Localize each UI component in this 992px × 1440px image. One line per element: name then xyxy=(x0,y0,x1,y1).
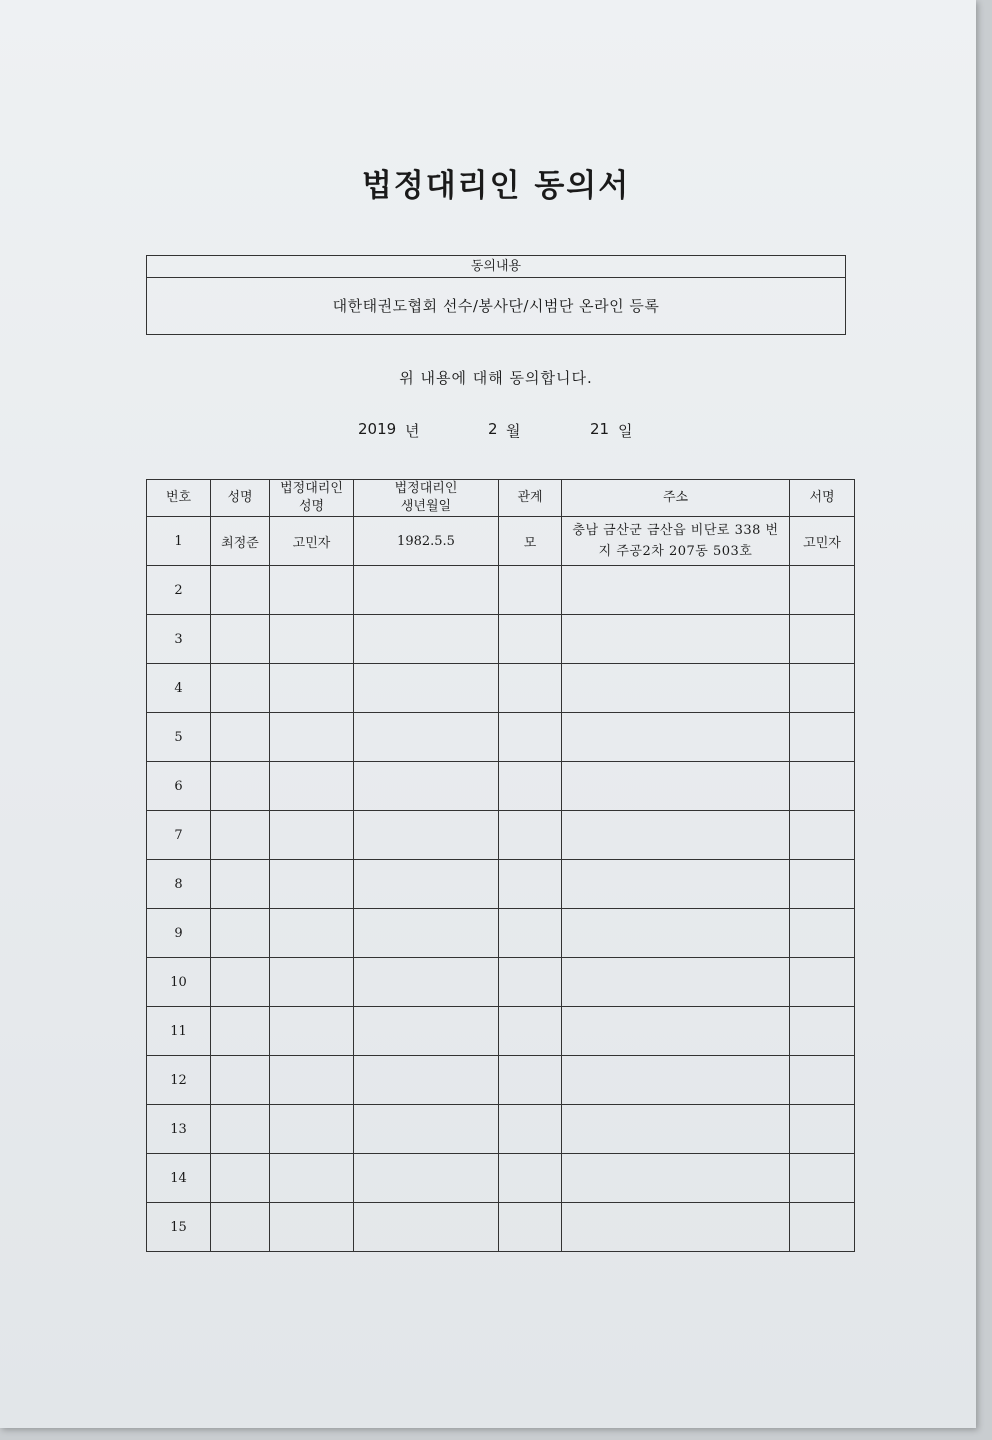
cell-signature xyxy=(790,909,855,958)
table-row xyxy=(147,566,855,615)
cell-relation xyxy=(499,1203,562,1252)
cell-number: 2 xyxy=(147,566,211,615)
agreement-statement: 위 내용에 대해 동의합니다. xyxy=(399,369,593,387)
cell-signature xyxy=(790,1056,855,1105)
cell-name xyxy=(211,762,270,811)
cell-name xyxy=(211,909,270,958)
cell-number: 3 xyxy=(147,615,211,664)
cell-name xyxy=(211,1056,270,1105)
cell-guardian-birth xyxy=(354,1056,499,1105)
date-year: 2019 xyxy=(358,420,397,438)
cell-name xyxy=(211,1203,270,1252)
cell-relation xyxy=(499,860,562,909)
cell-name xyxy=(211,713,270,762)
cell-address xyxy=(562,566,790,615)
cell-name xyxy=(211,1007,270,1056)
cell-guardian-birth xyxy=(354,1105,499,1154)
guardian-registration-table xyxy=(146,479,855,1252)
cell-address: 충남 금산군 금산읍 비단로 338 번지 주공2차 207동 503호 xyxy=(562,517,790,566)
header-guardian-birth-line2: 생년월일 xyxy=(400,499,452,514)
cell-address xyxy=(562,1105,790,1154)
cell-name xyxy=(211,811,270,860)
cell-address xyxy=(562,1154,790,1203)
header-number: 번호 xyxy=(147,480,211,517)
cell-guardian-birth xyxy=(354,1203,499,1252)
cell-guardian-birth xyxy=(354,762,499,811)
table-header-row xyxy=(147,480,855,517)
table-row xyxy=(147,762,855,811)
cell-name xyxy=(211,1154,270,1203)
cell-number: 13 xyxy=(147,1105,211,1154)
cell-number: 8 xyxy=(147,860,211,909)
cell-address xyxy=(562,664,790,713)
cell-number: 5 xyxy=(147,713,211,762)
cell-guardian-name xyxy=(270,713,354,762)
document-title: 법정대리인 동의서 xyxy=(361,168,631,204)
header-guardian-name xyxy=(270,480,354,517)
cell-address xyxy=(562,811,790,860)
cell-signature xyxy=(790,1105,855,1154)
date-day-unit: 일 xyxy=(618,422,633,440)
cell-guardian-name xyxy=(270,1056,354,1105)
cell-relation xyxy=(499,1007,562,1056)
cell-guardian-birth xyxy=(354,664,499,713)
cell-relation xyxy=(499,811,562,860)
table-row xyxy=(147,1105,855,1154)
date-month: 2 xyxy=(488,420,498,438)
cell-guardian-birth xyxy=(354,909,499,958)
header-relation: 관계 xyxy=(499,480,562,517)
cell-guardian-birth xyxy=(354,1154,499,1203)
cell-number: 6 xyxy=(147,762,211,811)
table-row xyxy=(147,860,855,909)
cell-address xyxy=(562,860,790,909)
cell-signature xyxy=(790,615,855,664)
cell-signature xyxy=(790,860,855,909)
cell-signature xyxy=(790,566,855,615)
cell-relation xyxy=(499,958,562,1007)
table-row xyxy=(147,713,855,762)
cell-guardian-name xyxy=(270,664,354,713)
cell-guardian-name xyxy=(270,615,354,664)
cell-address xyxy=(562,958,790,1007)
cell-guardian-birth: 1982.5.5 xyxy=(354,517,499,566)
cell-address xyxy=(562,1203,790,1252)
cell-relation xyxy=(499,615,562,664)
consent-content-header: 동의내용 xyxy=(147,256,845,278)
table-row xyxy=(147,664,855,713)
consent-content-text: 대한태권도협회 선수/봉사단/시범단 온라인 등록 xyxy=(332,297,660,315)
cell-signature xyxy=(790,958,855,1007)
cell-address xyxy=(562,615,790,664)
cell-address xyxy=(562,1056,790,1105)
header-guardian-name-line1: 법정대리인 xyxy=(280,481,343,496)
cell-number: 9 xyxy=(147,909,211,958)
table-row xyxy=(147,958,855,1007)
cell-number: 14 xyxy=(147,1154,211,1203)
cell-signature xyxy=(790,811,855,860)
header-guardian-name-line2: 성명 xyxy=(298,499,325,514)
cell-name xyxy=(211,566,270,615)
cell-guardian-birth xyxy=(354,811,499,860)
table-row xyxy=(147,811,855,860)
header-address: 주소 xyxy=(562,480,790,517)
cell-guardian-name xyxy=(270,1203,354,1252)
cell-name xyxy=(211,860,270,909)
table-row xyxy=(147,1056,855,1105)
consent-content-box xyxy=(146,255,846,335)
cell-relation xyxy=(499,1105,562,1154)
cell-name xyxy=(211,664,270,713)
cell-guardian-birth xyxy=(354,615,499,664)
cell-number: 12 xyxy=(147,1056,211,1105)
cell-name xyxy=(211,958,270,1007)
cell-guardian-birth xyxy=(354,713,499,762)
cell-relation xyxy=(499,713,562,762)
cell-guardian-name xyxy=(270,1154,354,1203)
cell-guardian-birth xyxy=(354,566,499,615)
date-day: 21 xyxy=(590,420,610,438)
cell-signature: 고민자 xyxy=(790,517,855,566)
date-month-unit: 월 xyxy=(506,422,521,440)
cell-address xyxy=(562,1007,790,1056)
cell-number: 7 xyxy=(147,811,211,860)
cell-signature xyxy=(790,713,855,762)
header-guardian-birth-line1: 법정대리인 xyxy=(394,481,458,496)
cell-guardian-birth xyxy=(354,860,499,909)
cell-relation xyxy=(499,1056,562,1105)
cell-guardian-name xyxy=(270,811,354,860)
cell-guardian-birth xyxy=(354,1007,499,1056)
cell-guardian-birth xyxy=(354,958,499,1007)
cell-relation xyxy=(499,566,562,615)
cell-name: 최정준 xyxy=(211,517,270,566)
date-year-unit: 년 xyxy=(405,422,420,440)
cell-signature xyxy=(790,664,855,713)
cell-guardian-name xyxy=(270,1007,354,1056)
header-signature: 서명 xyxy=(790,480,855,517)
cell-guardian-name: 고민자 xyxy=(270,517,354,566)
cell-relation xyxy=(499,1154,562,1203)
cell-number: 15 xyxy=(147,1203,211,1252)
cell-guardian-name xyxy=(270,566,354,615)
cell-guardian-name xyxy=(270,860,354,909)
table-row xyxy=(147,1203,855,1252)
cell-number: 4 xyxy=(147,664,211,713)
cell-relation: 모 xyxy=(499,517,562,566)
cell-signature xyxy=(790,1154,855,1203)
header-name: 성명 xyxy=(211,480,270,517)
cell-relation xyxy=(499,909,562,958)
cell-signature xyxy=(790,762,855,811)
table-row xyxy=(147,615,855,664)
table-row xyxy=(147,517,855,566)
table-row xyxy=(147,1007,855,1056)
cell-address xyxy=(562,909,790,958)
cell-number: 1 xyxy=(147,517,211,566)
cell-address xyxy=(562,713,790,762)
cell-name xyxy=(211,1105,270,1154)
cell-guardian-name xyxy=(270,762,354,811)
cell-guardian-name xyxy=(270,958,354,1007)
cell-number: 10 xyxy=(147,958,211,1007)
table-row xyxy=(147,1154,855,1203)
cell-relation xyxy=(499,762,562,811)
cell-number: 11 xyxy=(147,1007,211,1056)
cell-name xyxy=(211,615,270,664)
header-guardian-birth xyxy=(354,480,499,517)
table-row xyxy=(147,909,855,958)
cell-guardian-name xyxy=(270,1105,354,1154)
cell-relation xyxy=(499,664,562,713)
cell-guardian-name xyxy=(270,909,354,958)
cell-signature xyxy=(790,1007,855,1056)
cell-address xyxy=(562,762,790,811)
cell-signature xyxy=(790,1203,855,1252)
